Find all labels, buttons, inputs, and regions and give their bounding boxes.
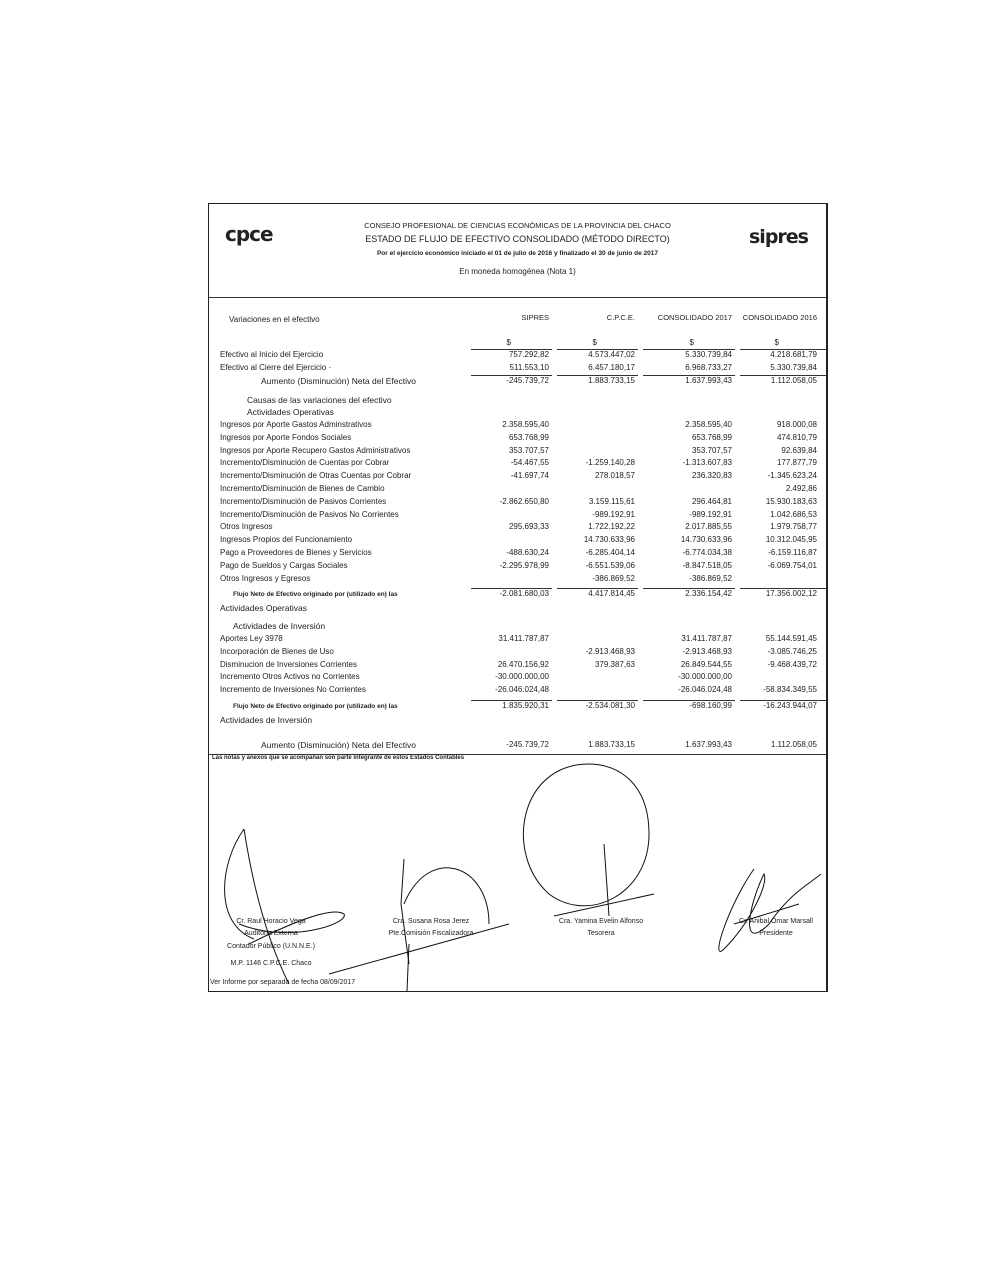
investing-row-label: Aportes Ley 3978 bbox=[220, 634, 283, 643]
operating-row-value: 10.312.045,95 bbox=[765, 535, 817, 545]
summary-row-value: 5.330.739,84 bbox=[685, 350, 732, 359]
operating-row-value: 14.730.633,96 bbox=[680, 535, 732, 545]
investing-row-label: Incremento de Inversiones No Corrientes bbox=[220, 685, 366, 695]
summary-row-value: 511.553,10 bbox=[509, 363, 549, 372]
total-value: 1.112.058,05 bbox=[770, 740, 817, 749]
summary-row-value: 6.457.180,17 bbox=[588, 363, 635, 372]
investing-row-value: 26.849.544,55 bbox=[680, 659, 732, 669]
operating-heading: Actividades Operativas bbox=[247, 407, 334, 417]
summary-row-value: 4.218.681,79 bbox=[770, 350, 817, 359]
signatory-name: Cr. Raul Horacio Vega bbox=[236, 918, 306, 925]
signatory-name: Cra. Yamina Evelin Alfonso bbox=[558, 918, 644, 925]
operating-net-value: 17.356.002,12 bbox=[765, 589, 817, 598]
column-header-consolidado-2017: CONSOLIDADO 2017 bbox=[657, 313, 732, 322]
investing-net-value: -698.160,99 bbox=[689, 701, 732, 710]
investing-row-value: 31.411.787,87 bbox=[498, 634, 549, 643]
operating-net-value: -2.081.680,03 bbox=[499, 589, 549, 598]
currency-symbol: $ bbox=[689, 338, 694, 347]
total-value: 1.883.733,15 bbox=[588, 740, 635, 749]
investing-row-value: -26.046.024,48 bbox=[495, 685, 549, 695]
operating-row-value: 2.358.595,40 bbox=[685, 420, 732, 429]
statement-period: Por el ejercicio económico iniciado el 01 de julio de 2016 y finalizado el 30 de junio de 2017 bbox=[376, 250, 659, 257]
investing-row-value: 379.387,63 bbox=[594, 659, 635, 669]
operating-row-value: -386.869,52 bbox=[689, 573, 732, 583]
handwritten-signatures bbox=[209, 204, 826, 991]
operating-row-value: 1.979.758,77 bbox=[770, 522, 817, 532]
investing-net-value: -2.534.081,30 bbox=[585, 701, 635, 710]
signatory-role: Presidente bbox=[759, 930, 793, 937]
signatory-role: Tesorera bbox=[587, 930, 615, 937]
statement-title: ESTADO DE FLUJO DE EFECTIVO CONSOLIDADO (MÉTODO DIRECTO) bbox=[365, 234, 670, 244]
operating-row-value: -2.862.650,80 bbox=[499, 496, 549, 506]
summary-row-value: 5.330.739,84 bbox=[770, 363, 817, 372]
operating-row-value: 918.000,08 bbox=[776, 420, 817, 429]
cash-flow-statement bbox=[208, 203, 828, 992]
investing-row-value: 55.144.591,45 bbox=[765, 634, 817, 643]
sipres-logo: sipres bbox=[749, 226, 808, 248]
operating-net-value: 2.336.154,42 bbox=[685, 589, 732, 598]
investing-net-value: 1.835.920,31 bbox=[502, 701, 549, 710]
signatory-role: Auditoria Externa bbox=[244, 930, 298, 937]
operating-row-value: -488.630,24 bbox=[506, 548, 549, 557]
investing-row-value: -9.468.439,72 bbox=[767, 659, 817, 669]
investing-heading: Actividades de Inversión bbox=[233, 621, 326, 631]
summary-row-value: 1.112.058,05 bbox=[770, 376, 817, 385]
operating-row-value: 353.707,57 bbox=[508, 445, 549, 455]
investing-row-value: -30.000.000,00 bbox=[495, 672, 549, 682]
operating-row-value: 92.639,84 bbox=[781, 445, 817, 455]
operating-row-value: 15.930.183,63 bbox=[765, 496, 817, 506]
investing-row-value: -30.000.000,00 bbox=[678, 672, 732, 682]
operating-row-value: -1.313.607,83 bbox=[682, 458, 732, 468]
currency-symbol: $ bbox=[774, 338, 779, 347]
operating-net-label: Flujo Neto de Efectivo originado por (utilizado en) las bbox=[233, 591, 398, 598]
investing-row-label: Incorporación de Bienes de Uso bbox=[220, 646, 334, 656]
operating-row-value: 474.810,79 bbox=[776, 432, 817, 442]
operating-row-value: -6.774.034,38 bbox=[682, 548, 732, 557]
operating-row-value: -1.345.623,24 bbox=[767, 471, 817, 481]
operating-row-value: -6.069.754,01 bbox=[767, 560, 817, 570]
currency-note: En moneda homogénea (Nota 1) bbox=[459, 267, 576, 276]
investing-net-label: Flujo Neto de Efectivo originado por (utilizado en) las bbox=[233, 703, 398, 710]
operating-row-value: -6.159.116,87 bbox=[768, 548, 817, 557]
operating-row-value: 1.722.192,22 bbox=[588, 522, 635, 532]
investing-row-label: Incremento Otros Activos no Corrientes bbox=[220, 672, 360, 682]
operating-net-value: 4.417.814,45 bbox=[588, 589, 635, 598]
operating-row-value: -386.869,52 bbox=[592, 573, 635, 583]
total-label: Aumento (Disminución) Neta del Efectivo bbox=[261, 740, 416, 750]
summary-row-value: 757.292,82 bbox=[508, 350, 549, 359]
summary-row-value: -245.739,72 bbox=[506, 376, 549, 385]
operating-row-label: Otros Ingresos y Egresos bbox=[220, 573, 311, 583]
operating-row-label: Incremento/Disminución de Pasivos No Corrientes bbox=[220, 509, 399, 519]
signatory-name: Cra. Susana Rosa Jerez bbox=[392, 918, 470, 925]
summary-row-label: Efectivo al Inicio del Ejercicio bbox=[220, 350, 324, 359]
summary-row-label: Aumento (Disminución) Neta del Efectivo bbox=[261, 376, 416, 386]
investing-row-value: 26.470.156,92 bbox=[497, 659, 549, 669]
column-header-cpce: C.P.C.E. bbox=[606, 313, 635, 322]
operating-row-value: 3.159.115,61 bbox=[588, 496, 635, 506]
operating-net-label-2: Actividades Operativas bbox=[220, 603, 307, 613]
investing-row-value: -3.085.746,25 bbox=[767, 646, 817, 656]
column-header-consolidado-2016: CONSOLIDADO 2016 bbox=[742, 313, 817, 322]
operating-row-value: -6.551.539,06 bbox=[585, 560, 635, 570]
operating-row-value: 1.042.686,53 bbox=[770, 509, 817, 519]
operating-row-value: -1.259.140,28 bbox=[585, 458, 635, 468]
total-value: 1.637.993,43 bbox=[685, 740, 732, 749]
operating-row-value: 2.017.885,55 bbox=[685, 522, 732, 532]
summary-row-value: 4.573.447,02 bbox=[588, 350, 635, 359]
operating-row-label: Incremento/Disminución de Otras Cuentas por Cobrar bbox=[220, 471, 412, 481]
summary-row-value: 1.883.733,15 bbox=[588, 376, 635, 385]
operating-row-label: Pago de Sueldos y Cargas Sociales bbox=[220, 560, 348, 570]
signatory-name: Cr. Anibal Omar Marsall bbox=[739, 918, 813, 925]
investing-net-value: -16.243.944,07 bbox=[763, 701, 817, 710]
cpce-logo: cpce bbox=[225, 222, 273, 246]
operating-row-value: 653.768,99 bbox=[508, 432, 549, 442]
column-header-label: Variaciones en el efectivo bbox=[229, 315, 320, 324]
operating-row-value: -8.847.518,05 bbox=[682, 560, 732, 570]
signatory-registration: M.P. 1146 C.P.C.E. Chaco bbox=[230, 960, 312, 967]
notes-text: Las notas y anexos que se acompañan son parte integrante de estos Estados Contables bbox=[212, 755, 465, 761]
operating-row-value: 653.768,99 bbox=[691, 432, 732, 442]
operating-row-value: 177.877,79 bbox=[776, 458, 817, 468]
signatory-credential: Contador Público (U.N.N.E.) bbox=[227, 943, 315, 950]
operating-row-value: 296.464,81 bbox=[691, 496, 732, 506]
operating-row-value: 278.018,57 bbox=[594, 471, 635, 481]
summary-row-label: Efectivo al Cierre del Ejercicio · bbox=[220, 363, 332, 372]
operating-row-label: Ingresos por Aporte Fondos Sociales bbox=[220, 432, 352, 442]
operating-row-label: Ingresos Propios del Funcionamiento bbox=[220, 535, 353, 545]
currency-symbol: $ bbox=[592, 338, 597, 347]
total-value: -245.739,72 bbox=[506, 740, 549, 749]
operating-row-value: 14.730.633,96 bbox=[583, 535, 635, 545]
operating-row-value: -6.285.404,14 bbox=[585, 548, 635, 557]
operating-row-value: -41.697,74 bbox=[510, 471, 549, 481]
organization-name: CONSEJO PROFESIONAL DE CIENCIAS ECONÓMICAS DE LA PROVINCIA DEL CHACO bbox=[364, 221, 671, 230]
operating-row-value: -54.467,55 bbox=[510, 458, 549, 468]
column-header-sipres: SIPRES bbox=[521, 313, 549, 322]
operating-row-label: Ingresos por Aporte Gastos Adminstrativos bbox=[220, 420, 372, 429]
operating-row-label: Incremento/Disminución de Bienes de Cambio bbox=[220, 484, 385, 493]
operating-row-value: 2.492,86 bbox=[785, 484, 817, 493]
operating-row-value: -2.295.978,99 bbox=[499, 560, 549, 570]
investing-row-value: -26.046.024,48 bbox=[678, 685, 732, 695]
investing-row-value: 31.411.787,87 bbox=[681, 634, 732, 643]
investing-net-label-2: Actividades de Inversión bbox=[220, 715, 313, 725]
investing-row-value: -2.913.468,93 bbox=[682, 646, 732, 656]
investing-row-value: -58.834.349,55 bbox=[763, 685, 817, 695]
operating-row-label: Pago a Proveedores de Bienes y Servicios bbox=[220, 548, 372, 557]
causes-heading: Causas de las variaciones del efectivo bbox=[247, 395, 392, 405]
operating-row-value: -989.192,91 bbox=[592, 509, 635, 519]
operating-row-value: -989.192,91 bbox=[689, 509, 732, 519]
currency-symbol: $ bbox=[506, 338, 511, 347]
operating-row-label: Incremento/Disminución de Pasivos Corrientes bbox=[220, 496, 387, 506]
operating-row-label: Incremento/Disminución de Cuentas por Cobrar bbox=[220, 458, 390, 468]
operating-row-label: Otros Ingresos bbox=[220, 522, 273, 532]
operating-row-value: 353.707,57 bbox=[691, 445, 732, 455]
operating-row-value: 2.358.595,40 bbox=[502, 420, 549, 429]
signatory-role: Pte.Comisión Fiscalizadora bbox=[388, 930, 474, 937]
summary-row-value: 1.637.993,43 bbox=[685, 376, 732, 385]
operating-row-value: 236.320,83 bbox=[691, 471, 732, 481]
report-note: Ver Informe por separado de fecha 08/09/2017 bbox=[210, 979, 356, 986]
summary-row-value: 6.968.733,27 bbox=[685, 363, 732, 372]
operating-row-label: Ingresos por Aporte Recupero Gastos Administrativos bbox=[220, 445, 411, 455]
investing-row-label: Disminucion de Inversiones Corrientes bbox=[220, 659, 357, 669]
investing-row-value: -2.913.468,93 bbox=[585, 646, 635, 656]
operating-row-value: 295.693,33 bbox=[508, 522, 549, 532]
